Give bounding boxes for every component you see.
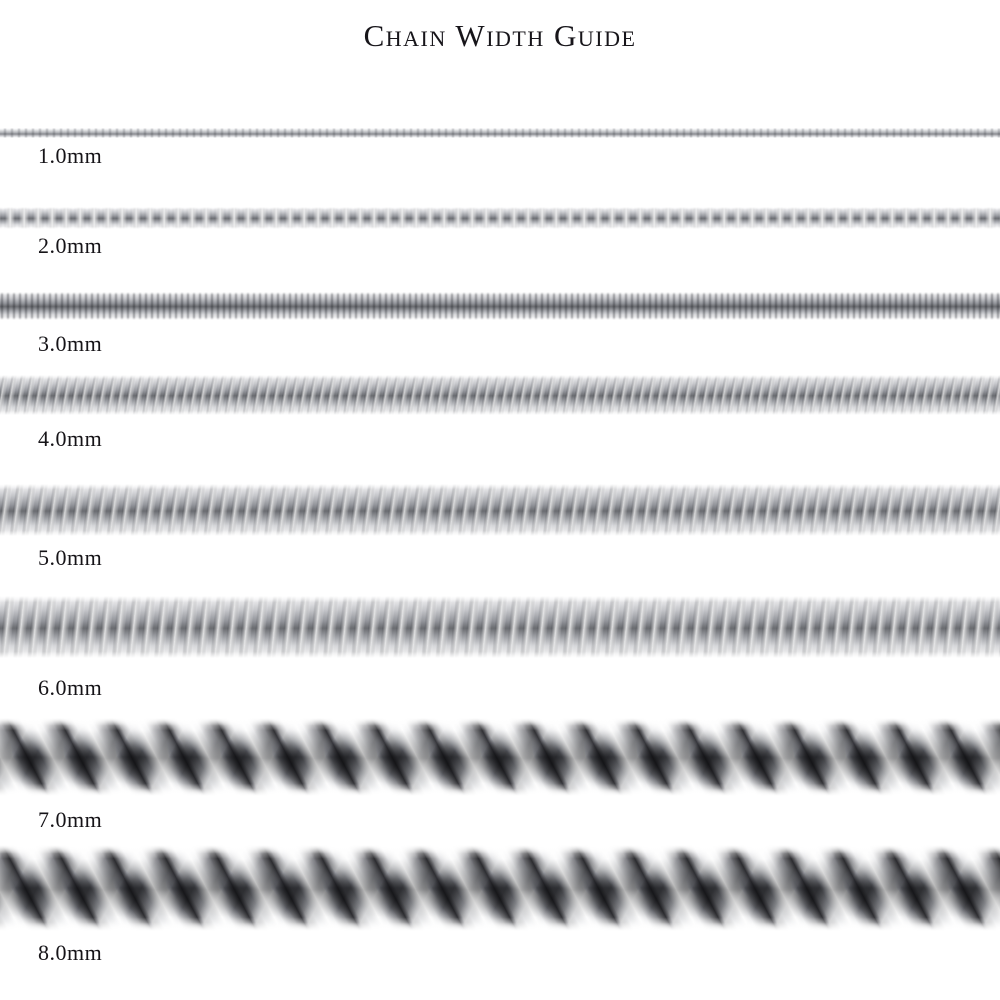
chain-link-pattern bbox=[0, 128, 1000, 138]
page-title: Chain Width Guide bbox=[363, 18, 637, 53]
chain-strip-3-0mm bbox=[0, 292, 1000, 320]
chain-highlight bbox=[0, 484, 1000, 536]
chain-label-2-0mm: 2.0mm bbox=[38, 233, 103, 258]
chain-label-3-0mm: 3.0mm bbox=[38, 331, 103, 356]
chain-strip-8-0mm bbox=[0, 845, 1000, 931]
chain-link-pattern bbox=[0, 292, 1000, 320]
chain-shading bbox=[0, 718, 1000, 796]
chain-shading bbox=[0, 845, 1000, 931]
chain-label-4-0mm: 4.0mm bbox=[38, 426, 103, 451]
chain-highlight bbox=[0, 596, 1000, 658]
chain-strip-1-0mm bbox=[0, 128, 1000, 138]
chain-label-8-0mm: 8.0mm bbox=[38, 940, 103, 965]
chain-strip-5-0mm bbox=[0, 484, 1000, 536]
chain-strip-7-0mm bbox=[0, 718, 1000, 796]
chain-highlight bbox=[0, 375, 1000, 415]
chain-strip-2-0mm bbox=[0, 207, 1000, 229]
chain-label-6-0mm: 6.0mm bbox=[38, 675, 103, 700]
chain-label-1-0mm: 1.0mm bbox=[38, 143, 103, 168]
chain-strip-6-0mm bbox=[0, 596, 1000, 658]
chain-label-5-0mm: 5.0mm bbox=[38, 545, 103, 570]
chain-label-7-0mm: 7.0mm bbox=[38, 807, 103, 832]
chain-strip-4-0mm bbox=[0, 375, 1000, 415]
chain-highlight bbox=[0, 207, 1000, 229]
